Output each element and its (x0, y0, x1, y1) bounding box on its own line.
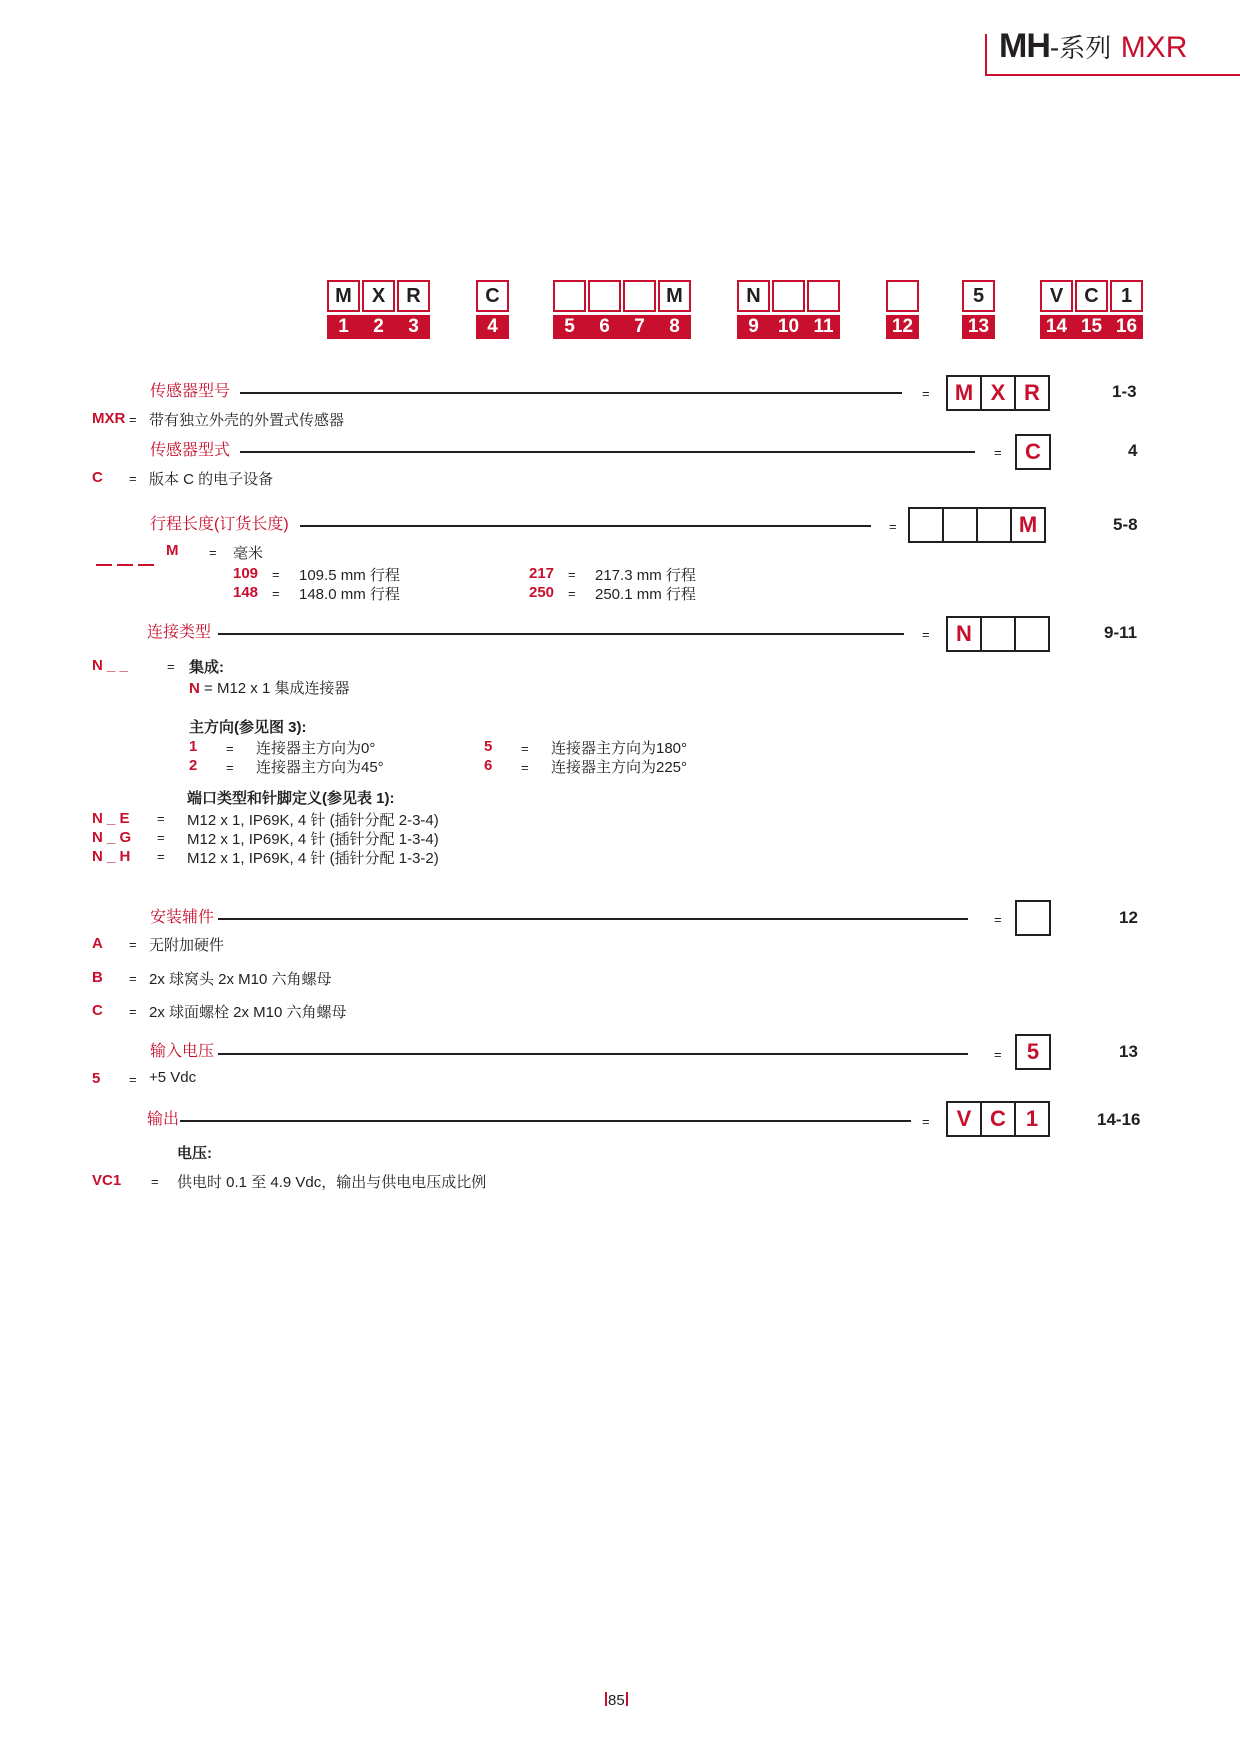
code-box: N (737, 280, 770, 312)
selected-code-box: C (980, 1101, 1016, 1137)
title-model: MXR (1120, 31, 1188, 64)
position-range: 1-3 (1112, 382, 1137, 401)
option-description: 连接器主方向为45° (256, 759, 384, 776)
equals-sign: = (129, 971, 137, 986)
code-position: 16 (1115, 316, 1138, 337)
title-brand: MH (999, 27, 1050, 65)
code-position: 13 (967, 316, 990, 337)
selected-code-boxes (946, 375, 1050, 411)
equals-sign: = (151, 1174, 159, 1189)
code-position: 10 (777, 316, 800, 337)
option-code: 217 (529, 565, 555, 582)
integrated-label: 集成: (189, 659, 224, 676)
equals-sign: = (889, 519, 897, 534)
option-description: 109.5 mm 行程 (299, 567, 400, 584)
option-code: 5 (484, 738, 493, 755)
code-box: X (362, 280, 395, 312)
option-code: B (92, 969, 103, 986)
option-description: M12 x 1, IP69K, 4 针 (插针分配 1-3-2) (187, 850, 439, 867)
code-position: 15 (1080, 316, 1103, 337)
code-box: 5 (962, 280, 995, 312)
page-number (604, 1692, 629, 1709)
option-description: 连接器主方向为0° (256, 740, 376, 757)
leader-line (180, 1120, 911, 1122)
selected-code-boxes (1015, 900, 1051, 936)
option-code: 250 (529, 584, 555, 601)
option-code: C (92, 1002, 103, 1019)
option-description: = M12 x 1 集成连接器 (204, 680, 350, 697)
selected-code-boxes (946, 616, 1050, 652)
code-box (807, 280, 840, 312)
equals-sign: = (568, 586, 576, 601)
equals-sign: = (272, 567, 280, 582)
equals-sign: = (922, 627, 930, 642)
blank-digit-placeholders (96, 556, 159, 574)
option-description: 250.1 mm 行程 (595, 586, 696, 603)
code-box: C (1075, 280, 1108, 312)
selected-code-box (942, 507, 978, 543)
option-code: 2 (189, 757, 198, 774)
equals-sign: = (157, 830, 165, 845)
selected-code-box (1014, 616, 1050, 652)
code-group-13 (962, 280, 995, 339)
leader-line (300, 525, 871, 527)
selected-code-boxes (1015, 1034, 1051, 1070)
code-box (588, 280, 621, 312)
option-description: 无附加硬件 (149, 937, 225, 954)
option-description: M12 x 1, IP69K, 4 针 (插针分配 1-3-4) (187, 831, 439, 848)
code-position: 3 (408, 316, 419, 337)
section-title-input-voltage: 输入电压 (150, 1043, 215, 1060)
selected-code-box: V (946, 1101, 982, 1137)
leader-line (240, 392, 902, 394)
option-code: MXR (92, 410, 126, 427)
equals-sign: = (922, 386, 930, 401)
code-box (772, 280, 805, 312)
option-code: VC1 (92, 1172, 122, 1189)
code-box: M (658, 280, 691, 312)
equals-sign: = (157, 849, 165, 864)
header-underline (985, 74, 1240, 76)
orientation-title: 主方向(参见图 3): (189, 719, 307, 736)
option-description: 连接器主方向为225° (551, 759, 688, 776)
selected-code-box: 5 (1015, 1034, 1051, 1070)
title-dash: - (1049, 32, 1060, 63)
option-description: 版本 C 的电子设备 (149, 471, 274, 488)
equals-sign: = (994, 1047, 1002, 1062)
equals-sign: = (521, 741, 529, 756)
equals-sign: = (129, 1072, 137, 1087)
code-position: 8 (669, 316, 680, 337)
selected-code-box: R (1014, 375, 1050, 411)
position-range: 14-16 (1097, 1110, 1141, 1129)
equals-sign: = (129, 471, 137, 486)
unit-description: 毫米 (233, 545, 264, 562)
equals-sign: = (129, 412, 137, 427)
equals-sign: = (209, 545, 217, 560)
code-box: V (1040, 280, 1073, 312)
code-box (886, 280, 919, 312)
option-code: 109 (233, 565, 259, 582)
option-code: 6 (484, 757, 493, 774)
section-title-mounting: 安装辅件 (150, 909, 215, 926)
equals-sign: = (129, 937, 137, 952)
position-range: 4 (1128, 441, 1138, 460)
position-range: 12 (1119, 908, 1138, 927)
code-box: M (327, 280, 360, 312)
option-code: N _ G (92, 829, 132, 846)
option-code: A (92, 935, 103, 952)
leader-line (218, 633, 904, 635)
code-position: 9 (748, 316, 759, 337)
selected-code-boxes (1015, 434, 1051, 470)
title-series: 系列 (1059, 33, 1112, 63)
option-code: C (92, 469, 103, 486)
option-description: 148.0 mm 行程 (299, 586, 400, 603)
option-code: 1 (189, 738, 198, 755)
option-code: 5 (92, 1070, 101, 1087)
position-range: 9-11 (1104, 623, 1138, 642)
option-code: N _ E (92, 810, 130, 827)
code-group-12 (886, 280, 919, 339)
option-description: 供电时 0.1 至 4.9 Vdc，输出与供电电压成比例 (177, 1174, 487, 1191)
output-voltage-label: 电压: (177, 1145, 212, 1162)
option-description: M12 x 1, IP69K, 4 针 (插针分配 2-3-4) (187, 812, 439, 829)
selected-code-box: X (980, 375, 1016, 411)
code-group-14-16 (1040, 280, 1143, 339)
code-group-4 (476, 280, 509, 339)
code-position: 2 (373, 316, 384, 337)
section-title-output: 输出 (147, 1111, 180, 1128)
option-code: N _ _ (92, 657, 128, 674)
equals-sign: = (167, 659, 175, 674)
option-code: 148 (233, 584, 259, 601)
section-title-sensor-model: 传感器型号 (150, 383, 231, 400)
pinout-title: 端口类型和针脚定义(参见表 1): (187, 790, 395, 807)
selected-code-box (1015, 900, 1051, 936)
code-box: C (476, 280, 509, 312)
equals-sign: = (157, 811, 165, 826)
code-position: 7 (634, 316, 645, 337)
selected-code-box: M (946, 375, 982, 411)
code-position: 11 (813, 316, 834, 337)
leader-line (218, 918, 968, 920)
selected-code-box (980, 616, 1016, 652)
code-position: 6 (599, 316, 610, 337)
unit-code: M (166, 542, 179, 559)
equals-sign: = (129, 1004, 137, 1019)
selected-code-box: C (1015, 434, 1051, 470)
page-number-text: 85 (608, 1692, 625, 1709)
code-group-5-8 (553, 280, 691, 339)
option-description: +5 Vdc (149, 1069, 197, 1086)
equals-sign: = (568, 567, 576, 582)
code-box: 1 (1110, 280, 1143, 312)
equals-sign: = (922, 1114, 930, 1129)
code-position: 14 (1045, 316, 1068, 337)
code-group-1-3 (327, 280, 430, 339)
option-description: 带有独立外壳的外置式传感器 (149, 412, 345, 429)
option-description: 217.3 mm 行程 (595, 567, 696, 584)
code-box: R (397, 280, 430, 312)
option-description: 2x 球面螺栓 2x M10 六角螺母 (149, 1004, 347, 1021)
code-position: 12 (891, 316, 914, 337)
code-group-9-11 (737, 280, 840, 339)
leader-line (240, 451, 975, 453)
selected-code-boxes (946, 1101, 1050, 1137)
header-accent-bar (985, 34, 987, 76)
integrated-option (189, 677, 349, 698)
equals-sign: = (994, 912, 1002, 927)
option-description: 2x 球窝头 2x M10 六角螺母 (149, 971, 332, 988)
code-position: 5 (564, 316, 575, 337)
section-title-connection-type: 连接类型 (147, 624, 212, 641)
selected-code-box: M (1010, 507, 1046, 543)
option-code: N (189, 680, 200, 697)
selected-code-boxes (908, 507, 1046, 543)
code-box (553, 280, 586, 312)
equals-sign: = (272, 586, 280, 601)
position-range: 5-8 (1113, 515, 1138, 534)
equals-sign: = (226, 760, 234, 775)
selected-code-box (976, 507, 1012, 543)
section-title-sensor-type: 传感器型式 (150, 442, 231, 459)
selected-code-box (908, 507, 944, 543)
code-box (623, 280, 656, 312)
option-code: N _ H (92, 848, 131, 865)
section-title-stroke-length: 行程长度(订货长度) (150, 516, 289, 533)
code-position: 1 (338, 316, 349, 337)
selected-code-box: N (946, 616, 982, 652)
leader-line (218, 1053, 968, 1055)
equals-sign: = (521, 760, 529, 775)
position-range: 13 (1119, 1042, 1138, 1061)
page-title (999, 26, 1187, 68)
equals-sign: = (226, 741, 234, 756)
option-description: 连接器主方向为180° (551, 740, 688, 757)
selected-code-box: 1 (1014, 1101, 1050, 1137)
equals-sign: = (994, 445, 1002, 460)
code-position: 4 (487, 316, 498, 337)
